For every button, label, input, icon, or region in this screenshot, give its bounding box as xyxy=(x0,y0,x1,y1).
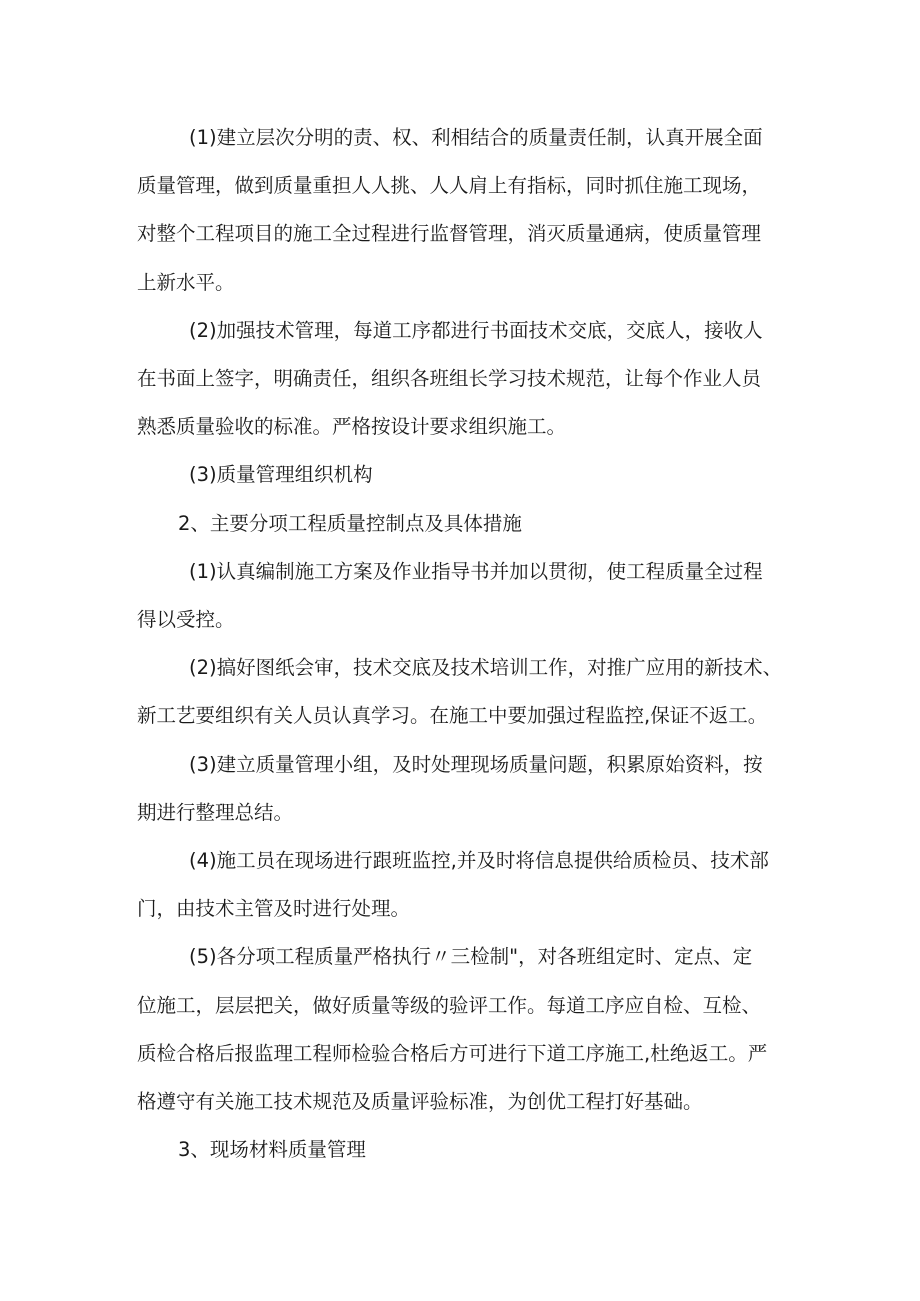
text-line: 熟悉质量验收的标准。严格按设计要求组织施工。 xyxy=(137,415,567,439)
text-line: 上新水平。 xyxy=(137,270,235,294)
section-heading-materials xyxy=(137,1126,789,1174)
paragraph-organization xyxy=(137,451,789,499)
text-line: (5)各分项工程质量严格执行〃三检制"，对各班组定时、定点、定 xyxy=(189,945,753,969)
text-line: (2)加强技术管理，每道工序都进行书面技术交底，交底人，接收人 xyxy=(189,318,763,342)
text-line: 门，由技术主管及时进行处理。 xyxy=(137,897,411,921)
paragraph-quality-team xyxy=(137,741,789,837)
text-line: (4)施工员在现场进行跟班监控,并及时将信息提供给质检员、技术部 xyxy=(189,849,769,873)
document-body xyxy=(137,114,789,1174)
text-line: (1)认真编制施工方案及作业指导书并加以贯彻，使工程质量全过程 xyxy=(189,559,763,583)
text-line: (3)质量管理组织机构 xyxy=(189,463,373,487)
text-line: 对整个工程项目的施工全过程进行监督管理，消灭质量通病，使质量管理 xyxy=(137,222,762,246)
text-line: 在书面上签字，明确责任，组织各班组长学习技术规范，让每个作业人员 xyxy=(137,367,762,391)
paragraph-technical-management xyxy=(137,307,789,452)
text-line: (3)建立质量管理小组，及时处理现场质量问题，积累原始资料，按 xyxy=(189,752,763,776)
text-line: 得以受控。 xyxy=(137,608,235,632)
paragraph-drawing-review xyxy=(137,644,789,740)
section-heading: 3、现场材料质量管理 xyxy=(178,1138,366,1162)
section-heading: 2、主要分项工程质量控制点及具体措施 xyxy=(178,511,522,535)
paragraph-site-supervision xyxy=(137,837,789,933)
text-line: 新工艺要组织有关人员认真学习。在施工中要加强过程监控,保证不返工。 xyxy=(137,704,768,728)
paragraph-construction-plan xyxy=(137,548,789,644)
paragraph-quality-responsibility xyxy=(137,114,789,307)
text-line: 质量管理，做到质量重担人人挑、人人肩上有指标，同时抓住施工现场， xyxy=(137,174,762,198)
paragraph-three-inspections xyxy=(137,933,789,1126)
text-line: 位施工，层层把关，做好质量等级的验评工作。每道工序应自检、互检、 xyxy=(137,993,762,1017)
text-line: (2)搞好图纸会审，技术交底及技术培训工作，对推广应用的新技术、 xyxy=(189,656,783,680)
section-heading-control-points xyxy=(137,500,789,548)
text-line: 格遵守有关施工技术规范及质量评验标准，为创优工程打好基础。 xyxy=(137,1090,703,1114)
text-line: (1)建立层次分明的责、权、利相结合的质量责任制，认真开展全面 xyxy=(189,126,763,149)
text-line: 期进行整理总结。 xyxy=(137,800,294,824)
text-line: 质检合格后报监理工程师检验合格后方可进行下道工序施工,杜绝返工。严 xyxy=(137,1041,768,1065)
